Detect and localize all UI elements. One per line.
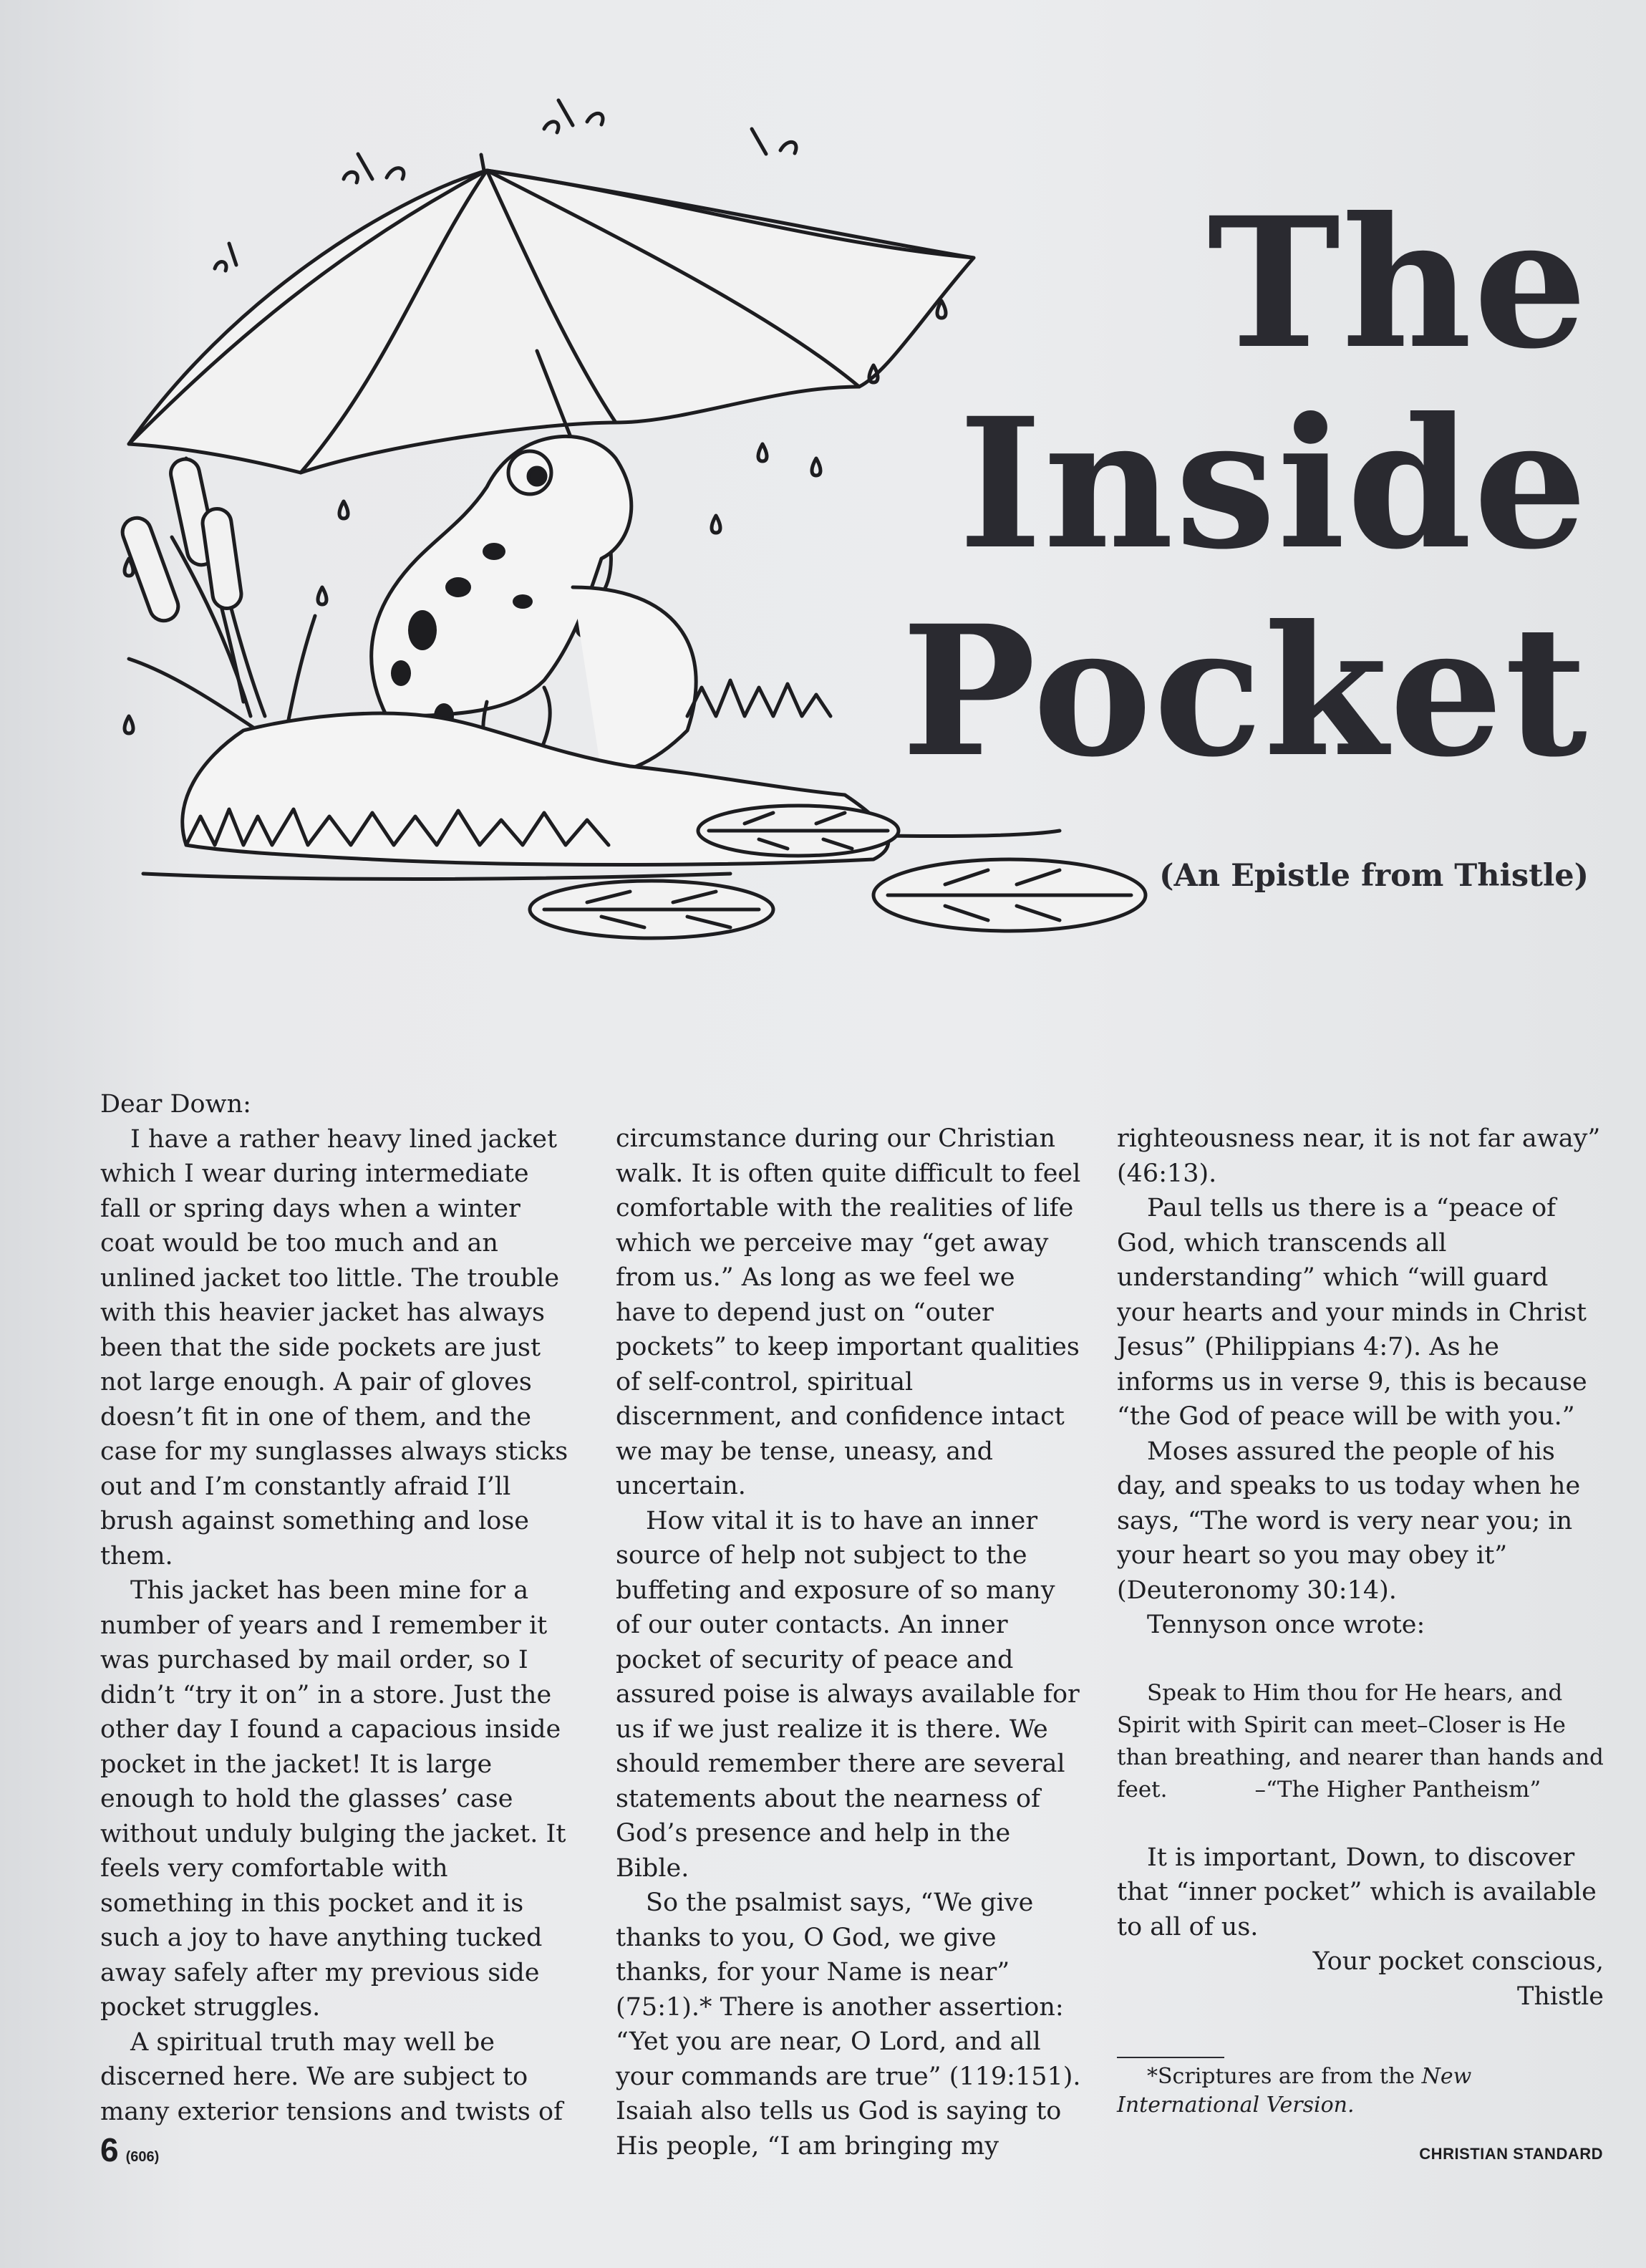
paragraph: Moses assured the people of his day, and speaks to us today when he says, “The word is very near you; in your heart so you may obey it” (Deuteronomy 30:14). (1117, 1437, 1581, 1605)
paragraph: circumstance during our Christian walk. It is often quite difficult to feel comfortable with the realities of life which we perceive may “get away from us.” As long as we feel we have to depend just on “outer pockets” to keep important qualities of self-control, spiritual discernment, and confidence intact we may be tense, uneasy, and uncertain. (616, 1124, 1081, 1500)
paragraph: A spiritual truth may well be discerned here. We are subject to many exterior tensions and twists of (100, 2027, 563, 2126)
paragraph: Paul tells us there is a “peace of God, which transcends all understanding” which “will guard your hearts and your minds in Christ Jesus” (Philippians 4:7). As he informs us in verse 9, this is because “the God of peace will be with you.” (1117, 1194, 1587, 1431)
poem-text: Speak to Him thou for He hears, and Spirit with Spirit can meet–Closer is He than breathing, and nearer than hands and feet. (1117, 1679, 1604, 1803)
page-sub-number: (606) (125, 2149, 160, 2165)
text-column-1 (100, 1087, 576, 2129)
magazine-name: CHRISTIAN STANDARD (1419, 2145, 1603, 2163)
footnote-divider (1117, 2057, 1224, 2058)
text-column-3 (1117, 1121, 1604, 2120)
footnote (1117, 2062, 1604, 2120)
paragraph: Tennyson once wrote: (1147, 1611, 1425, 1639)
poem-citation: –“The Higher Pantheism” (1254, 1776, 1541, 1803)
salutation: Dear Down: (100, 1090, 251, 1119)
article-subtitle: (An Epistle from Thistle) (1159, 858, 1589, 894)
page-number: 6 (100, 2131, 119, 2168)
title-line-2: Inside (958, 378, 1589, 589)
page-folio (100, 2131, 159, 2169)
paragraph: How vital it is to have an inner source of help not subject to the buffeting and exposure of so many of our outer contacts. An inner pocket of security of peace and assured poise is always available for us if we just realize it is there. We should remember there are several statements about the nearness of God’s presence and help in the Bible. (616, 1506, 1080, 1883)
text-column-2 (616, 1121, 1081, 2163)
paragraph: It is important, Down, to discover that “inner pocket” which is available to all of us. (1117, 1843, 1597, 1941)
title-line-3: Pocket (901, 586, 1589, 796)
poem-quote (1117, 1677, 1604, 1806)
paragraph: righteousness near, it is not far away” (46:13). (1117, 1124, 1601, 1188)
signature: Thistle (1516, 1982, 1604, 2011)
title-line-1: The (1207, 178, 1589, 388)
paragraph: I have a rather heavy lined jacket which I wear during intermediate fall or spring days when a winter coat would be too much and an unlined jacket too little. The trouble with this heavier jacket has always been that the side pockets are just not large enough. A pair of gloves doesn’t fit in one of them, and the case for my sunglasses always sticks out and I’m constantly afraid I’ll brush against something and lose them. (100, 1124, 568, 1570)
article-title (873, 178, 1589, 796)
paragraph: This jacket has been mine for a number of years and I remember it was purchased by mail order, so I didn’t “try it on” in a store. Just the other day I found a capacious inside pocket in the jacket! It is large enough to hold the glasses’ case without unduly bulging the jacket. It feels very comfortable with something in this pocket and it is such a joy to have anything tucked away safely after my previous side pocket struggles. (100, 1576, 566, 2022)
paragraph: So the psalmist says, “We give thanks to you, O God, we give thanks, for your Name is near” (75:1).* There is another assertion: “Yet you are near, O Lord, and all your commands are true” (119:151). Isaiah also tells us God is saying to His people, “I am bringing my (616, 1888, 1081, 2161)
footnote-text: *Scriptures are from the (1147, 2064, 1422, 2089)
footnote-italic: New International Version. (1117, 2064, 1472, 2118)
closing: Your pocket conscious, (1312, 1947, 1604, 1976)
